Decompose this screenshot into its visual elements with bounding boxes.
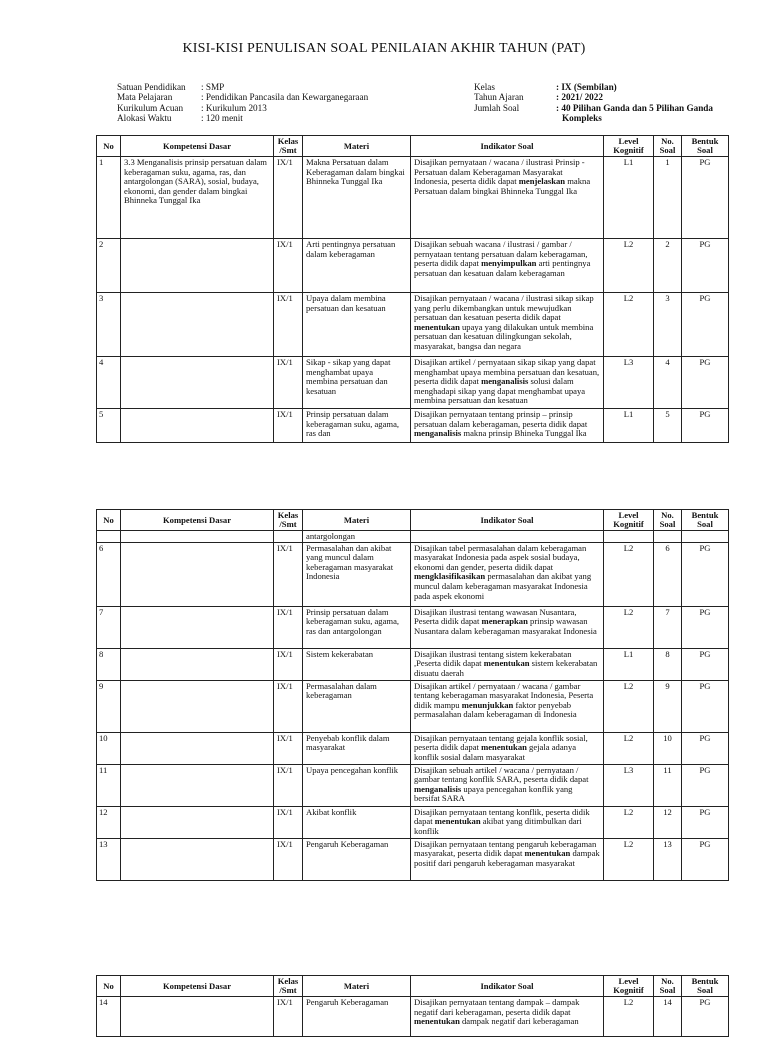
- cell-kompetensi-dasar: [121, 293, 274, 357]
- cell-bentuk: PG: [682, 409, 729, 443]
- cell-no: 6: [97, 542, 121, 606]
- cell-no: 8: [97, 648, 121, 680]
- meta-row: [474, 92, 713, 102]
- table-row: [97, 293, 729, 357]
- cell-no-soal: 1: [654, 157, 682, 239]
- cell-indikator: Disajikan pernyataan tentang dampak – dampak negatif dari keberagaman, peserta didik dapat menentukan dampak negatif dari keberagaman: [411, 997, 604, 1037]
- cell-kelas: IX/1: [274, 542, 303, 606]
- cell-kelas: IX/1: [274, 648, 303, 680]
- cell-no-soal: 4: [654, 357, 682, 409]
- table-header-row: [97, 136, 729, 157]
- cell-kelas: IX/1: [274, 997, 303, 1037]
- meta-label: Mata Pelajaran: [117, 92, 173, 103]
- header-materi: Materi: [303, 510, 411, 531]
- meta-row: [117, 92, 368, 102]
- table-row: [97, 648, 729, 680]
- kisi-table-1: [96, 135, 729, 443]
- indikator-keyword: menentukan: [524, 848, 571, 859]
- cell-bentuk: PG: [682, 648, 729, 680]
- indikator-keyword: menjelaskan: [518, 176, 566, 187]
- cell-indikator: Disajikan artikel / pernyataan / wacana / gambar tentang keberagaman masyarakat Indonesia, Peserta didik mampu menunjukkan faktor penyebab permasalahan dalam keberagaman di Indonesia: [411, 680, 604, 732]
- cell-no: 10: [97, 732, 121, 764]
- meta-label: [474, 113, 556, 123]
- cell-kompetensi-dasar: [121, 838, 274, 880]
- cell-bentuk: PG: [682, 806, 729, 838]
- cell-bentuk: PG: [682, 732, 729, 764]
- meta-label: Satuan Pendidikan: [117, 82, 186, 92]
- meta-right: [474, 82, 713, 124]
- header-indikator: Indikator Soal: [411, 510, 604, 531]
- cell-no-soal: 14: [654, 997, 682, 1037]
- cell-kompetensi-dasar: [121, 997, 274, 1037]
- cell-indikator: Disajikan pernyataan tentang pengaruh keberagaman masyarakat, peserta didik dapat menentukan dampak positif dari pengaruh keberagaman masyarakat: [411, 838, 604, 880]
- cell-bentuk: PG: [682, 997, 729, 1037]
- indikator-keyword: menunjukkan: [461, 699, 514, 710]
- cell-level: L2: [604, 997, 654, 1037]
- table-row: [97, 680, 729, 732]
- header-kd: Kompetensi Dasar: [121, 136, 274, 157]
- header-kd: Kompetensi Dasar: [121, 510, 274, 531]
- cell-bentuk: PG: [682, 542, 729, 606]
- cell-no: 11: [97, 764, 121, 806]
- cell-no: 5: [97, 409, 121, 443]
- cell-no-soal: 2: [654, 239, 682, 293]
- continuation-row: [97, 531, 729, 543]
- table-row: [97, 838, 729, 880]
- table-header-row: [97, 976, 729, 997]
- cell-no-soal: 6: [654, 542, 682, 606]
- indikator-keyword: menentukan: [414, 1016, 460, 1027]
- cell-kompetensi-dasar: [121, 732, 274, 764]
- cell-kelas: IX/1: [274, 357, 303, 409]
- cell-materi: antargolongan: [303, 531, 411, 543]
- cell-bentuk: PG: [682, 239, 729, 293]
- cell-materi: Pengaruh Keberagaman: [303, 838, 411, 880]
- meta-row: [117, 82, 368, 92]
- indikator-keyword: menganalisis: [414, 783, 462, 794]
- cell-materi: Upaya dalam membina persatuan dan kesatuan: [303, 293, 411, 357]
- meta-value: : 120 menit: [201, 113, 243, 124]
- cell-kelas: IX/1: [274, 732, 303, 764]
- table-row: [97, 409, 729, 443]
- cell-no: 14: [97, 997, 121, 1037]
- cell-kompetensi-dasar: [121, 648, 274, 680]
- cell-empty: [274, 531, 303, 543]
- cell-no: 3: [97, 293, 121, 357]
- cell-kompetensi-dasar: [121, 764, 274, 806]
- cell-empty: [411, 531, 604, 543]
- indikator-keyword: menentukan: [434, 816, 481, 827]
- cell-indikator: Disajikan sebuah wacana / ilustrasi / gambar / pernyataan tentang persatuan dalam keberagaman, peserta didik dapat menyimpulkan arti pentingnya persatuan dan kesatuan dalam keberagaman: [411, 239, 604, 293]
- cell-empty: [682, 531, 729, 543]
- header-kelas: Kelas /Smt: [274, 510, 303, 531]
- cell-kompetensi-dasar: [121, 239, 274, 293]
- header-level: Level Kognitif: [604, 976, 654, 997]
- meta-value: : 2021/ 2022: [556, 92, 603, 103]
- cell-level: L2: [604, 239, 654, 293]
- header-bentuk: Bentuk Soal: [682, 136, 729, 157]
- table-header-row: [97, 510, 729, 531]
- table-row: [97, 606, 729, 648]
- meta-value: Kompleks: [562, 113, 602, 124]
- meta-value: : 40 Pilihan Ganda dan 5 Pilihan Ganda: [556, 102, 714, 113]
- cell-kelas: IX/1: [274, 806, 303, 838]
- cell-no-soal: 13: [654, 838, 682, 880]
- cell-kompetensi-dasar: [121, 357, 274, 409]
- cell-no: 7: [97, 606, 121, 648]
- header-nosoal: No. Soal: [654, 510, 682, 531]
- meta-row: [117, 103, 368, 113]
- table-row: [97, 357, 729, 409]
- header-kelas: Kelas /Smt: [274, 976, 303, 997]
- cell-no-soal: 5: [654, 409, 682, 443]
- indikator-keyword: menentukan: [481, 742, 527, 753]
- cell-materi: Upaya pencegahan konflik: [303, 764, 411, 806]
- cell-bentuk: PG: [682, 293, 729, 357]
- cell-kompetensi-dasar: [121, 542, 274, 606]
- cell-no-soal: 12: [654, 806, 682, 838]
- header-bentuk: Bentuk Soal: [682, 510, 729, 531]
- cell-indikator: Disajikan pernyataan tentang gejala konflik sosial, peserta didik dapat menentukan gejala adanya konflik sosial dalam masyarakat: [411, 732, 604, 764]
- cell-kompetensi-dasar: [121, 680, 274, 732]
- cell-no-soal: 3: [654, 293, 682, 357]
- meta-row: [474, 113, 713, 123]
- indikator-keyword: menentukan: [414, 321, 460, 332]
- cell-level: L1: [604, 157, 654, 239]
- cell-no-soal: 11: [654, 764, 682, 806]
- header-level: Level Kognitif: [604, 136, 654, 157]
- cell-kelas: IX/1: [274, 239, 303, 293]
- cell-bentuk: PG: [682, 680, 729, 732]
- cell-no: 9: [97, 680, 121, 732]
- meta-label: Jumlah Soal: [474, 102, 520, 113]
- table-row: [97, 732, 729, 764]
- cell-indikator: Disajikan ilustrasi tentang wawasan Nusantara, Peserta didik dapat menerapkan prinsip wawasan Nusantara dalam keberagaman masyarakat Indonesia: [411, 606, 604, 648]
- cell-materi: Prinsip persatuan dalam keberagaman suku, agama, ras dan antargolongan: [303, 606, 411, 648]
- kisi-table-2: [96, 509, 729, 881]
- cell-kompetensi-dasar: [121, 806, 274, 838]
- cell-no: 2: [97, 239, 121, 293]
- cell-bentuk: PG: [682, 606, 729, 648]
- table-row: [97, 997, 729, 1037]
- cell-no: 1: [97, 157, 121, 239]
- table-row: [97, 239, 729, 293]
- header-indikator: Indikator Soal: [411, 136, 604, 157]
- table-row: [97, 157, 729, 239]
- cell-kelas: IX/1: [274, 838, 303, 880]
- cell-bentuk: PG: [682, 357, 729, 409]
- cell-no: 12: [97, 806, 121, 838]
- cell-empty: [97, 531, 121, 543]
- indikator-keyword: menerapkan: [481, 616, 528, 627]
- cell-empty: [654, 531, 682, 543]
- header-materi: Materi: [303, 976, 411, 997]
- cell-materi: Permasalahan dan akibat yang muncul dalam keberagaman masyarakat Indonesia: [303, 542, 411, 606]
- cell-materi: Sistem kekerabatan: [303, 648, 411, 680]
- cell-materi: Arti pentingnya persatuan dalam keberagaman: [303, 239, 411, 293]
- cell-bentuk: PG: [682, 157, 729, 239]
- cell-level: L3: [604, 764, 654, 806]
- cell-level: L2: [604, 293, 654, 357]
- cell-no-soal: 10: [654, 732, 682, 764]
- header-materi: Materi: [303, 136, 411, 157]
- cell-indikator: Disajikan pernyataan / wacana / ilustrasi Prinsip - Persatuan dalam Keberagaman Masyarakat Indonesia, peserta didik dapat menjelaskan makna Persatuan dalam bingkai Bhinneka Tunggal Ika: [411, 157, 604, 239]
- cell-indikator: Disajikan ilustrasi tentang sistem kekerabatan ,Peserta didik dapat menentukan sistem kekerabatan disuatu daerah: [411, 648, 604, 680]
- cell-materi: Penyebab konflik dalam masyarakat: [303, 732, 411, 764]
- meta-value: : IX (Sembilan): [556, 82, 617, 92]
- meta-row: [474, 82, 713, 92]
- meta-row: [117, 113, 368, 123]
- header-nosoal: No. Soal: [654, 136, 682, 157]
- meta-value: : Kurikulum 2013: [201, 102, 267, 113]
- cell-level: L2: [604, 542, 654, 606]
- cell-materi: Prinsip persatuan dalam keberagaman suku, agama, ras dan: [303, 409, 411, 443]
- header-no: No: [97, 136, 121, 157]
- indikator-keyword: menyimpulkan: [481, 258, 537, 269]
- indikator-keyword: mengklasifikasikan: [414, 571, 486, 582]
- header-bentuk: Bentuk Soal: [682, 976, 729, 997]
- cell-no-soal: 8: [654, 648, 682, 680]
- cell-materi: Pengaruh Keberagaman: [303, 997, 411, 1037]
- cell-level: L2: [604, 606, 654, 648]
- cell-level: L1: [604, 409, 654, 443]
- header-no: No: [97, 510, 121, 531]
- cell-no: 13: [97, 838, 121, 880]
- cell-kelas: IX/1: [274, 680, 303, 732]
- cell-bentuk: PG: [682, 838, 729, 880]
- cell-materi: Sikap - sikap yang dapat menghambat upaya membina persatuan dan kesatuan: [303, 357, 411, 409]
- cell-kompetensi-dasar: 3.3 Menganalisis prinsip persatuan dalam keberagaman suku, agama, ras, dan antargolongan (SARA), sosial, budaya, ekonomi, dan gender dalam bingkai Bhinneka Tunggal Ika: [121, 157, 274, 239]
- meta-row: [474, 103, 713, 113]
- cell-materi: Permasalahan dalam keberagaman: [303, 680, 411, 732]
- meta-label: Alokasi Waktu: [117, 113, 172, 124]
- cell-kelas: IX/1: [274, 157, 303, 239]
- cell-level: L2: [604, 732, 654, 764]
- header-kelas: Kelas /Smt: [274, 136, 303, 157]
- meta-left: [117, 82, 368, 124]
- meta-value: : SMP: [201, 82, 225, 92]
- cell-indikator: Disajikan pernyataan tentang konflik, peserta didik dapat menentukan akibat yang ditimbulkan dari konflik: [411, 806, 604, 838]
- meta-value: : Pendidikan Pancasila dan Kewarganegaraan: [201, 92, 369, 103]
- cell-indikator: Disajikan tabel permasalahan dalam keberagaman masyarakat Indonesia pada aspek sosial budaya, ekonomi dan gender, peserta didik dapat mengklasifikasikan permasalahan dan akibat yang muncul dalam keberagaman masyarakat Indonesia pada aspek ekonomi: [411, 542, 604, 606]
- cell-indikator: Disajikan pernyataan / wacana / ilustrasi sikap sikap yang perlu dikembangkan untuk mewujudkan persatuan dan kesatuan peserta didik dapat menentukan upaya yang dilakukan untuk membina persatuan dan kesatuan dilingkungan sekolah, masyarakat, bangsa dan negara: [411, 293, 604, 357]
- cell-empty: [604, 531, 654, 543]
- meta-label: Kelas: [474, 82, 495, 92]
- cell-kelas: IX/1: [274, 764, 303, 806]
- cell-no-soal: 7: [654, 606, 682, 648]
- table-row: [97, 542, 729, 606]
- cell-kelas: IX/1: [274, 606, 303, 648]
- cell-level: L2: [604, 680, 654, 732]
- indikator-keyword: menganalisis: [481, 376, 529, 387]
- cell-no: 4: [97, 357, 121, 409]
- cell-level: L1: [604, 648, 654, 680]
- document-title: KISI-KISI PENULISAN SOAL PENILAIAN AKHIR TAHUN (PAT): [182, 41, 586, 56]
- indikator-keyword: menentukan: [483, 658, 530, 669]
- cell-level: L2: [604, 838, 654, 880]
- cell-empty: [121, 531, 274, 543]
- header-kd: Kompetensi Dasar: [121, 976, 274, 997]
- cell-indikator: Disajikan pernyataan tentang prinsip – prinsip persatuan dalam keberagaman, peserta didik dapat menganalisis makna prinsip Bhineka Tunggal Ika: [411, 409, 604, 443]
- header-indikator: Indikator Soal: [411, 976, 604, 997]
- kisi-table-3: [96, 975, 729, 1037]
- cell-kompetensi-dasar: [121, 409, 274, 443]
- cell-level: L2: [604, 806, 654, 838]
- header-level: Level Kognitif: [604, 510, 654, 531]
- cell-bentuk: PG: [682, 764, 729, 806]
- cell-indikator: Disajikan artikel / pernyataan sikap sikap yang dapat menghambat upaya membina persatuan dan kesatuan, peserta didik dapat menganalisis solusi dalam menghadapi sikap yang dapat menghambat upaya membina persatuan dan kesatuan: [411, 357, 604, 409]
- cell-kelas: IX/1: [274, 409, 303, 443]
- table-row: [97, 764, 729, 806]
- meta-label: Tahun Ajaran: [474, 92, 524, 103]
- cell-indikator: Disajikan sebuah artikel / wacana / pernyataan / gambar tentang konflik SARA, peserta didik dapat menganalisis upaya pencegahan konflik yang bersifat SARA: [411, 764, 604, 806]
- header-no: No: [97, 976, 121, 997]
- cell-kelas: IX/1: [274, 293, 303, 357]
- indikator-keyword: menganalisis: [414, 428, 462, 439]
- header-nosoal: No. Soal: [654, 976, 682, 997]
- cell-no-soal: 9: [654, 680, 682, 732]
- cell-level: L3: [604, 357, 654, 409]
- table-row: [97, 806, 729, 838]
- meta-label: Kurikulum Acuan: [117, 102, 184, 113]
- cell-materi: Makna Persatuan dalam Keberagaman dalam bingkai Bhinneka Tunggal Ika: [303, 157, 411, 239]
- cell-kompetensi-dasar: [121, 606, 274, 648]
- cell-materi: Akibat konflik: [303, 806, 411, 838]
